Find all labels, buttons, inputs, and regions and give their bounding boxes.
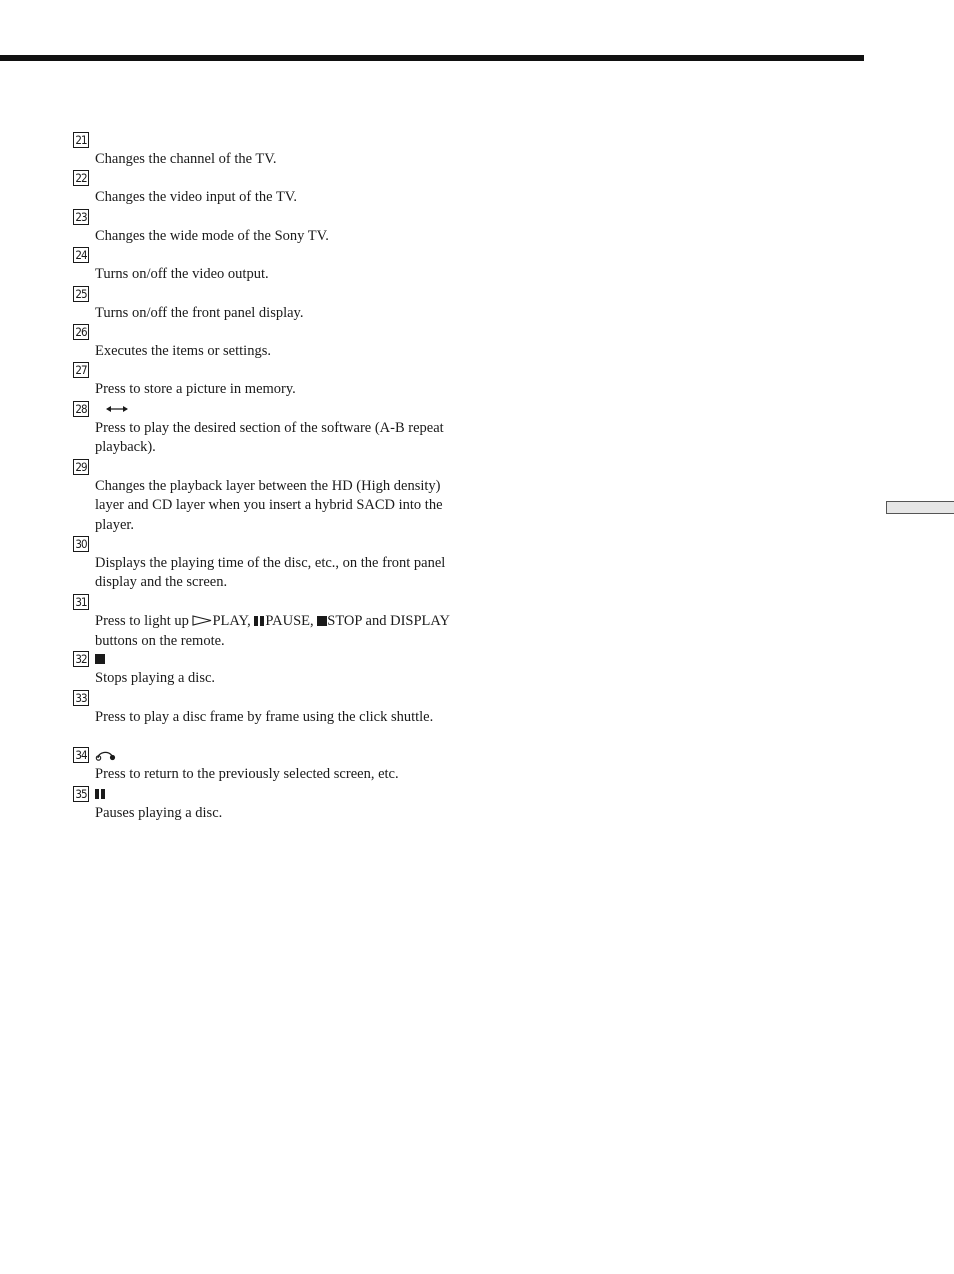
item-description: Displays the playing time of the disc, etc., on the front panel display and the screen. [95, 555, 446, 591]
list-item [73, 285, 453, 323]
item-description: Press to light up PLAY, PAUSE, STOP and DISPLAY buttons on the remote. [95, 612, 450, 649]
item-description: Press to return to the previously selected screen, etc. [95, 766, 399, 783]
item-number: 28 [73, 401, 89, 417]
list-item [73, 361, 453, 399]
list-item [73, 458, 453, 535]
list-item [73, 208, 453, 246]
item-description: Press to play the desired section of the software (A-B repeat playback). [95, 419, 444, 456]
item-description: Executes the items or settings. [95, 343, 271, 359]
item-number: 32 [73, 651, 89, 667]
item-description: Changes the playback layer between the HD (High density) layer and CD layer when you insert a hybrid SACD into the player. [95, 478, 443, 533]
stop-icon [317, 613, 327, 632]
item-description: Changes the wide mode of the Sony TV. [95, 227, 329, 244]
top-rule [0, 55, 864, 61]
item-description: Press to store a picture in memory. [95, 381, 296, 398]
item-number: 35 [73, 786, 89, 802]
return-icon [95, 747, 117, 763]
item-number: 30 [73, 536, 89, 552]
item-number: 24 [73, 247, 89, 263]
item-number: 26 [73, 324, 89, 340]
list-item [73, 323, 453, 361]
stop-icon [95, 651, 105, 667]
ab-repeat-arrow-icon [105, 401, 129, 417]
item-description: Turns on/off the video output. [95, 266, 269, 283]
list-item [73, 131, 453, 169]
list-item [73, 535, 453, 593]
play-icon [192, 613, 212, 632]
list-item [73, 246, 453, 284]
item-description: Changes the video input of the TV. [95, 189, 298, 206]
pause-icon [254, 613, 265, 632]
item-description: Turns on/off the front panel display. [95, 304, 304, 321]
list-item [73, 785, 453, 823]
list-item [73, 650, 453, 688]
list-item [73, 689, 453, 727]
item-number: 34 [73, 747, 89, 763]
item-number: 31 [73, 594, 89, 610]
list-item [73, 746, 453, 784]
side-tab [886, 501, 954, 514]
item-number: 29 [73, 459, 89, 475]
item-description: Changes the channel of the TV. [95, 151, 277, 167]
item-description: Stops playing a disc. [95, 670, 216, 687]
list-item [73, 593, 453, 652]
list-item [73, 169, 453, 207]
item-description: Press to play a disc frame by frame using the click shuttle. [95, 708, 434, 725]
item-number: 23 [73, 209, 89, 225]
item-description: Pauses playing a disc. [95, 804, 223, 821]
item-number: 22 [73, 170, 89, 186]
item-number: 25 [73, 286, 89, 302]
item-number: 33 [73, 690, 89, 706]
list-item [73, 400, 453, 458]
item-number: 21 [73, 132, 89, 148]
item-number: 27 [73, 362, 89, 378]
pause-icon [95, 786, 106, 802]
